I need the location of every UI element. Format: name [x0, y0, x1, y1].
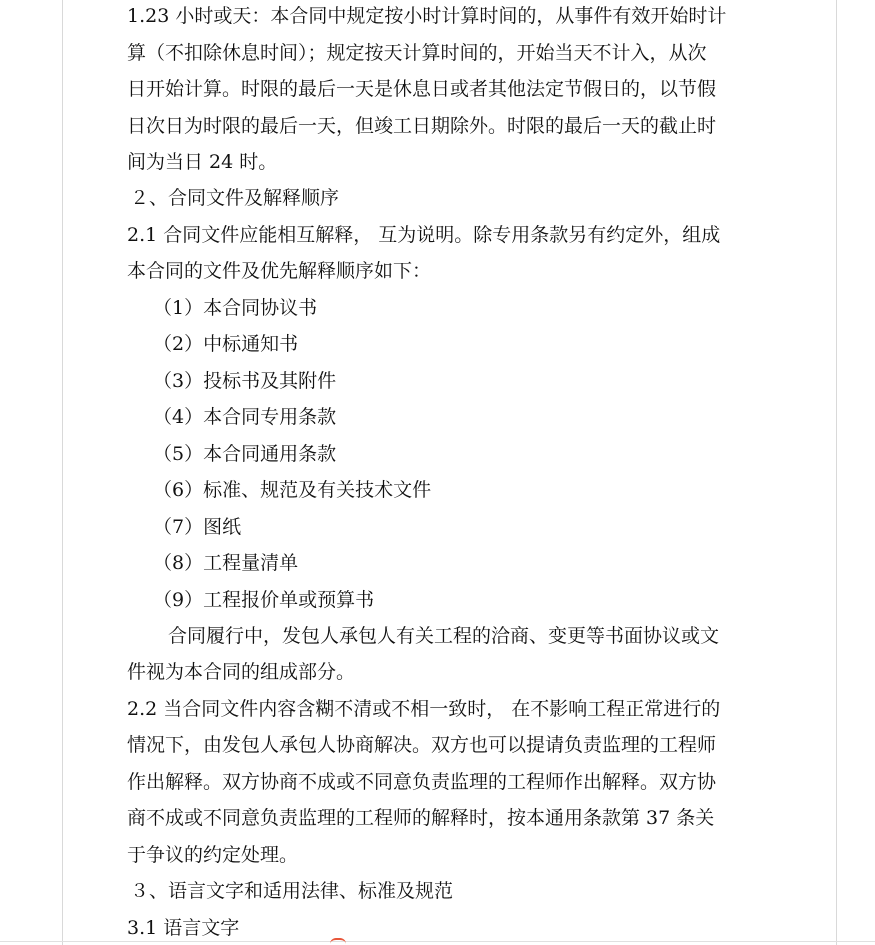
red-ink-mark: [330, 938, 346, 944]
list-item-7: （7）图纸: [153, 516, 242, 538]
page-left-edge: [62, 0, 63, 945]
section-heading-3: ３、语言文字和适用法律、标准及规范: [130, 880, 454, 902]
paragraph-1-23-line-3: 日开始计算。时限的最后一天是休息日或者其他法定节假日的，以节假: [127, 78, 717, 100]
paragraph-1-23-line-1: 1.23 小时或天：本合同中规定按小时计算时间的，从事件有效开始时计: [127, 5, 727, 27]
page-bottom-rule: [0, 941, 875, 942]
paragraph-2-2-line-4: 商不成或不同意负责监理的工程师的解释时，按本通用条款第 37 条关: [127, 807, 715, 829]
paragraph-2-2-line-1: 2.2 当合同文件内容含糊不清或不相一致时， 在不影响工程正常进行的: [127, 698, 721, 720]
paragraph-2-1-line-1: 2.1 合同文件应能相互解释， 互为说明。除专用条款另有约定外，组成: [127, 224, 721, 246]
section-heading-2: ２、合同文件及解释顺序: [130, 187, 340, 209]
paragraph-2-2-line-2: 情况下，由发包人承包人协商解决。双方也可以提请负责监理的工程师: [127, 734, 717, 756]
paragraph-1-23-line-2: 算（不扣除休息时间）；规定按天计算时间的，开始当天不计入，从次: [127, 42, 707, 64]
paragraph-1-23-line-5: 间为当日 24 时。: [127, 151, 278, 173]
list-item-3: （3）投标书及其附件: [153, 370, 337, 392]
paragraph-2-1-line-2: 本合同的文件及优先解释顺序如下：: [127, 260, 432, 282]
list-item-6: （6）标准、规范及有关技术文件: [153, 479, 432, 501]
list-item-2: （2）中标通知书: [153, 333, 299, 355]
list-item-1: （1）本合同协议书: [153, 297, 318, 319]
list-item-9: （9）工程报价单或预算书: [153, 589, 375, 611]
list-item-4: （4）本合同专用条款: [153, 406, 337, 428]
subheading-3-1: 3.1 语言文字: [127, 917, 240, 939]
paragraph-performance-line-1: 合同履行中，发包人承包人有关工程的洽商、变更等书面协议或文: [168, 625, 720, 647]
list-item-8: （8）工程量清单: [153, 552, 299, 574]
page-right-edge: [836, 0, 837, 945]
paragraph-2-2-line-3: 作出解释。双方协商不成或不同意负责监理的工程师作出解释。双方协: [127, 771, 717, 793]
paragraph-performance-line-2: 件视为本合同的组成部分。: [127, 661, 356, 683]
paragraph-1-23-line-4: 日次日为时限的最后一天，但竣工日期除外。时限的最后一天的截止时: [127, 115, 717, 137]
paragraph-2-2-line-5: 于争议的约定处理。: [127, 844, 299, 866]
list-item-5: （5）本合同通用条款: [153, 443, 337, 465]
